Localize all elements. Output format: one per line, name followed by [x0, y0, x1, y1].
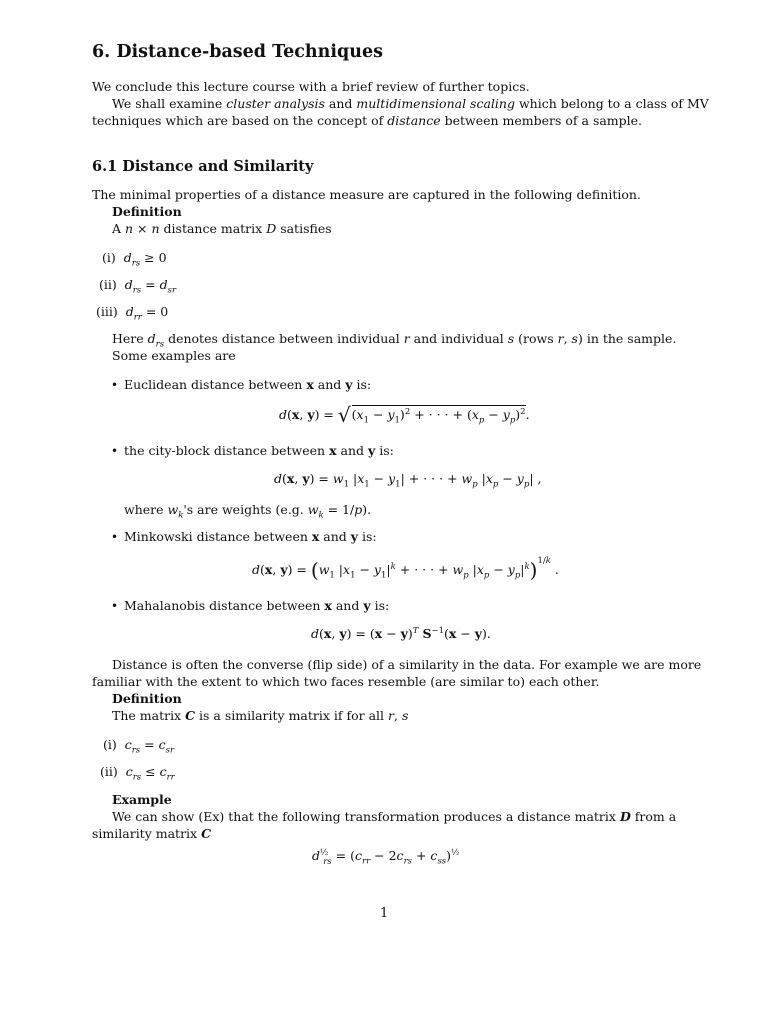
- bullet-dot: •: [111, 378, 119, 392]
- bullet-dot: •: [111, 599, 119, 613]
- intro-line-1: We conclude this lecture course with a brief review of further topics.: [92, 79, 530, 94]
- example-label: Example: [112, 792, 172, 807]
- example-line-2: similarity matrix C: [92, 826, 212, 841]
- similarity-definition-text: The matrix C is a similarity matrix if for all r, s: [112, 708, 409, 723]
- similarity-property-ii: (ii) $c_{rs} \le c_{rr}$: [100, 764, 175, 783]
- similarity-para-2: familiar with the extent to which two faces resemble (are similar to) each other.: [92, 674, 600, 689]
- cityblock-equation: d(x, $y) = w_1$ $|x_1 - y_1|$ + · · · + $w_p$ $|x_p - y_p|$ ,: [274, 471, 542, 490]
- similarity-definition-label: Definition: [112, 691, 182, 706]
- mahalanobis-label: Mahalanobis distance between x and y is:: [124, 598, 390, 613]
- definition-label: Definition: [112, 204, 182, 219]
- definition-text: A n × n distance matrix D satisfies: [112, 221, 332, 236]
- euclidean-label: Euclidean distance between x and y is:: [124, 377, 372, 392]
- minkowski-equation: d(x, $y) = (w_1$ $|x_1 - y_1|^k$ + · · · + $w_p$ $|x_p - y_p|^k)^{1/k}$ .: [252, 555, 559, 582]
- bullet-dot: •: [111, 530, 119, 544]
- property-iii: (iii) $d_{rr} = 0$: [96, 304, 169, 323]
- subsection-lead: The minimal properties of a distance measure are captured in the following definition.: [92, 187, 641, 202]
- page-number: 1: [380, 906, 389, 921]
- weights-note: where $w_k's$ are weights (e.g. $w_k = 1/p$).: [124, 502, 372, 521]
- cityblock-label: the city-block distance between x and y is:: [124, 443, 394, 458]
- transformation-equation: $d^{\frac{1}{2}}_{rs} = (c_{rr} - 2c_{rs} + c_{ss})^{\frac{1}{2}}$: [312, 847, 460, 867]
- section-title: 6. Distance-based Techniques: [92, 42, 383, 62]
- minkowski-label: Minkowski distance between x and y is:: [124, 529, 377, 544]
- here-text: Here $d_{rs}$ denotes distance between individual r and individual s (rows r, s) in the sample.: [112, 331, 677, 350]
- bullet-dot: •: [111, 444, 119, 458]
- similarity-para-1: Distance is often the converse (flip side) of a similarity in the data. For example we are more: [112, 657, 702, 672]
- example-line-1: We can show (Ex) that the following transformation produces a distance matrix D from a: [112, 809, 677, 824]
- property-ii: (ii) $d_{rs} = d_{sr}$: [99, 277, 177, 296]
- property-i: (i) $d_{rs} \ge 0$: [102, 250, 167, 269]
- subsection-title: 6.1 Distance and Similarity: [92, 158, 314, 175]
- similarity-property-i: (i) $c_{rs} = c_{sr}$: [103, 737, 175, 756]
- intro-line-3: techniques which are based on the concept of distance between members of a sample.: [92, 113, 643, 128]
- euclidean-equation: d(x, $y) = √(x_1 - y_1)^2$ + · · · + $(x_p - y_p)^2$.: [279, 403, 530, 427]
- examples-text: Some examples are: [112, 348, 236, 363]
- intro-line-2: We shall examine cluster analysis and multidimensional scaling which belong to a class of MV: [112, 96, 709, 111]
- mahalanobis-equation: d(x, $y) = (x - y)^T$ $S^{-1}(x - y)$.: [311, 625, 491, 641]
